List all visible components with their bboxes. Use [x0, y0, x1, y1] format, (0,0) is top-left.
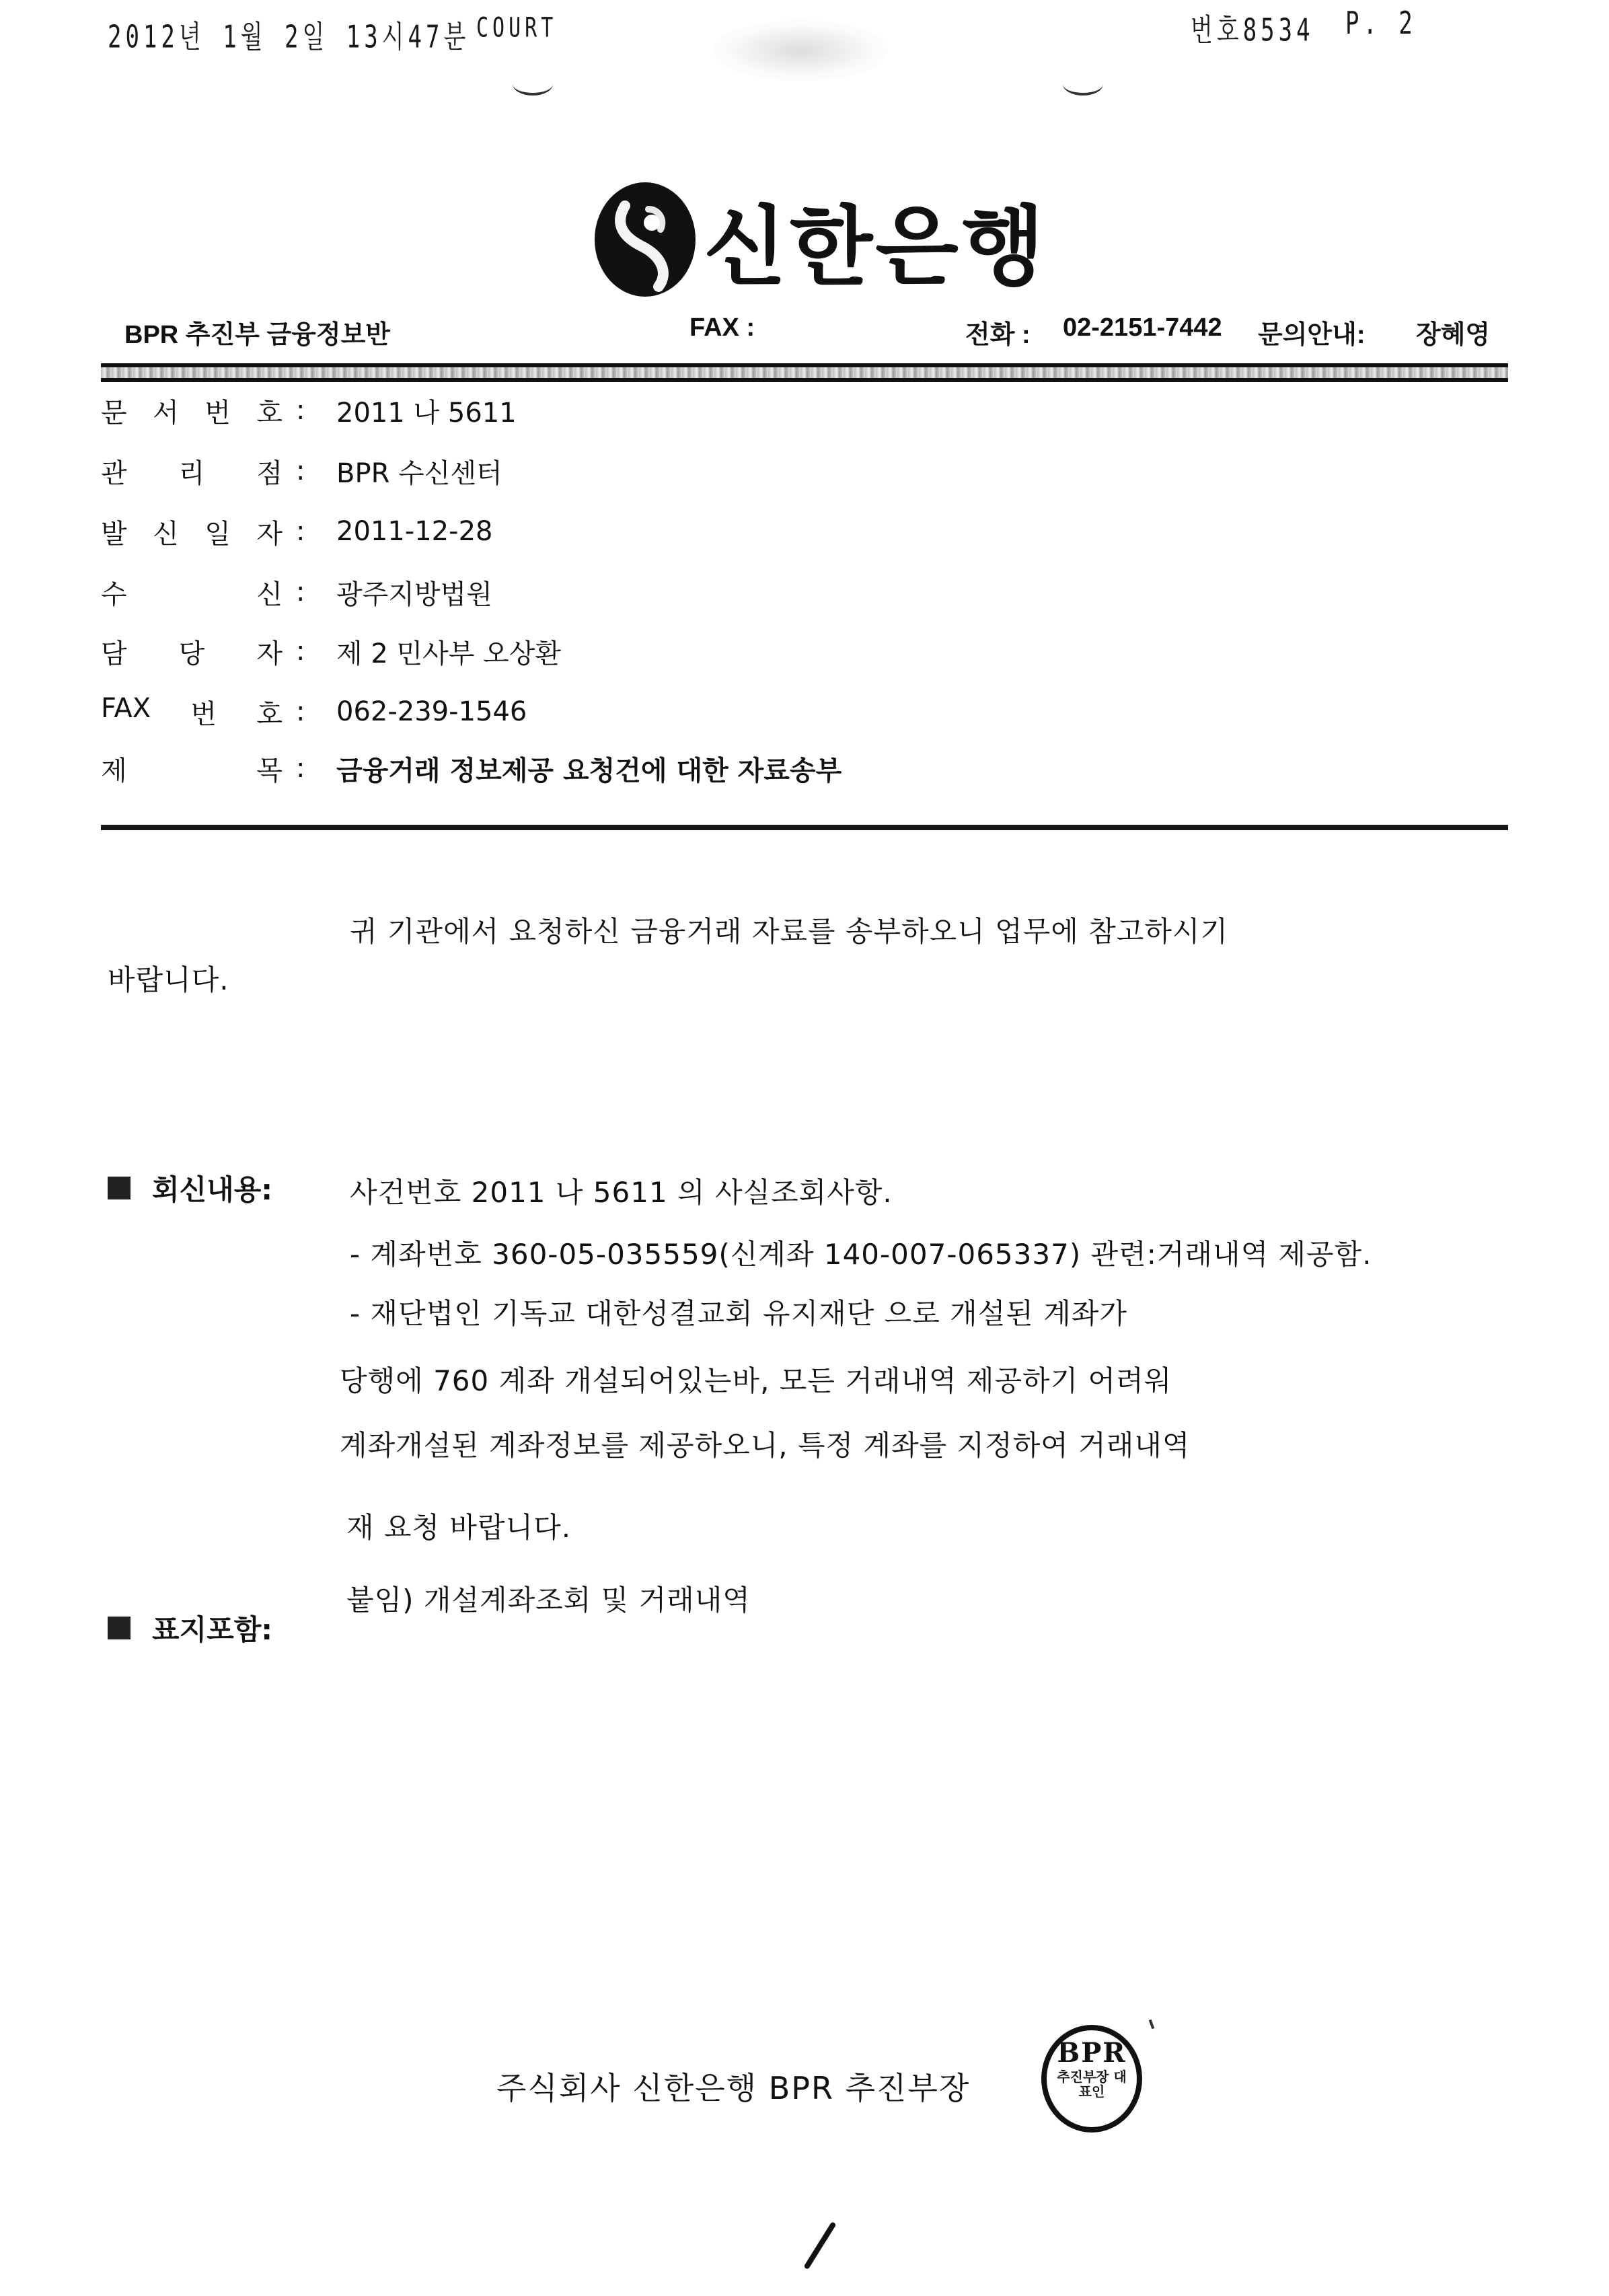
field-subject: 제 목 : 금융거래 정보제공 요청건에 대한 자료송부 — [101, 748, 841, 788]
seal-text-top: BPR — [1057, 2037, 1127, 2069]
field-value: 광주지방법원 — [336, 579, 492, 610]
reply-label: 회신내용: — [108, 1168, 272, 1208]
fax-page-number: P. 2 — [1345, 5, 1417, 42]
handwritten-mark — [803, 2221, 836, 2270]
field-value: 2011 나 5611 — [336, 397, 517, 429]
square-bullet-icon — [108, 1177, 130, 1199]
field-document-number: 문 서 번 호 : 2011 나 5611 — [101, 390, 517, 431]
field-recipient: 수 신 : 광주지방법원 — [101, 572, 492, 612]
field-value: 062-239-1546 — [336, 696, 527, 727]
field-person-in-charge: 담 당 자 : 제 2 민사부 오상환 — [101, 631, 561, 671]
field-label: 수 신 — [101, 579, 283, 610]
scan-mark — [1063, 73, 1103, 96]
bank-name: 신한은행 — [704, 197, 1047, 297]
field-value: 제 2 민사부 오상환 — [336, 638, 562, 669]
signature-line: 주식회사 신한은행 BPR 추진부장 — [496, 2070, 971, 2106]
reply-line: 당행에 760 계좌 개설되어있는바, 모든 거래내역 제공하기 어려워 — [340, 1364, 1172, 1397]
phone-label: 전화 : — [965, 321, 1031, 349]
field-send-date: 발 신 일 자 : 2011-12-28 — [101, 511, 492, 552]
field-label: 담 당 자 — [101, 638, 283, 669]
fax-timestamp: 2012년 1월 2일 13시47분 — [108, 19, 470, 56]
fax-sender-id: COURT — [476, 12, 558, 44]
scan-smudge — [713, 20, 888, 81]
fax-label: FAX : — [689, 313, 755, 342]
official-seal — [1041, 2025, 1142, 2133]
field-label: FAX 번 호 — [101, 692, 283, 730]
field-value: BPR 수신센터 — [336, 457, 502, 489]
phone-number: 02-2151-7442 — [1063, 313, 1222, 342]
seal-text-bottom: 추진부장 대표인 — [1057, 2069, 1127, 2100]
reply-line: 사건번호 2011 나 5611 의 사실조회사항. — [350, 1176, 893, 1209]
fax-number: 번호8534 — [1191, 12, 1314, 49]
cover-included-label: 표지포함: — [108, 1608, 272, 1648]
intro-line-2: 바랍니다. — [108, 963, 229, 996]
field-value: 2011-12-28 — [336, 516, 493, 547]
header-rule — [101, 363, 1508, 382]
stray-mark — [1149, 2020, 1155, 2030]
attachment-line: 붙임) 개설계좌조회 및 거래내역 — [346, 1584, 751, 1617]
fields-rule — [101, 825, 1508, 830]
contact-name: 장혜영 — [1416, 321, 1491, 349]
scan-mark — [513, 73, 553, 96]
square-bullet-icon — [108, 1617, 130, 1639]
department-name: BPR 추진부 금융정보반 — [124, 321, 391, 349]
field-fax-number: FAX 번 호 : 062-239-1546 — [101, 692, 527, 730]
reply-line: - 계좌번호 360-05-035559(신계좌 140-007-065337) 관련:거래내역 제공함. — [350, 1238, 1372, 1271]
field-managing-branch: 관 리 점 : BPR 수신센터 — [101, 451, 502, 491]
bank-logo — [595, 178, 1047, 301]
field-label: 문 서 번 호 — [101, 397, 283, 429]
reply-line: - 재단법인 기독교 대한성결교회 유지재단 으로 개설된 계좌가 — [350, 1297, 1127, 1330]
field-label: 관 리 점 — [101, 457, 283, 489]
reply-line: 재 요청 바랍니다. — [346, 1511, 572, 1544]
field-label: 발 신 일 자 — [101, 518, 283, 550]
field-value: 금융거래 정보제공 요청건에 대한 자료송부 — [336, 755, 842, 786]
intro-line-1: 귀 기관에서 요청하신 금융거래 자료를 송부하오니 업무에 참고하시기 — [350, 915, 1229, 948]
contact-label: 문의안내: — [1258, 321, 1365, 349]
shinhan-logo-icon — [595, 182, 696, 297]
field-label: 제 목 — [101, 755, 283, 786]
reply-line: 계좌개설된 계좌정보를 제공하오니, 특정 계좌를 지정하여 거래내역 — [340, 1429, 1191, 1462]
